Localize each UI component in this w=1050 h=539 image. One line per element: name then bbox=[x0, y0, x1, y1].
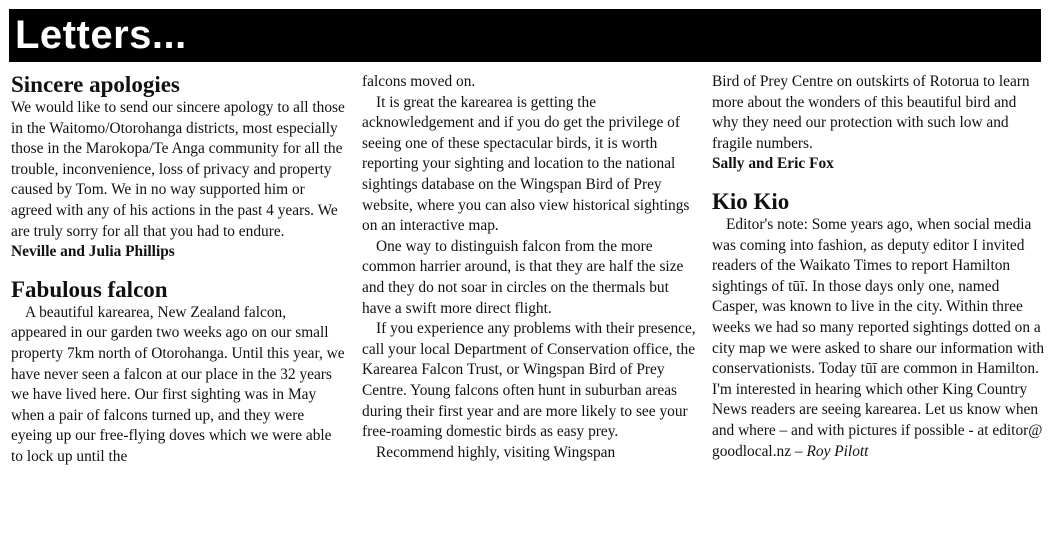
column-3 bbox=[712, 72, 1046, 462]
letter-paragraph: It is great the karearea is getting the acknowledgement and if you do get the privilege of seeing one of these spectacular birds, it is worth reporting your sighting and location to the national sightings database on the Wingspan Bird of Prey website, where you can also view historical sightings on an interactive map. bbox=[362, 93, 690, 235]
letter-paragraph: We would like to send our sincere apology to all those in the Waitomo/Otorohanga districts, most especially those in the Marokopa/Te Anga community for all the trouble, inconvenience, loss of privacy and property caused by Tom. We in no way supported him or agreed with any of his actions in the past 4 years. We are truly sorry for all that you had to endure. bbox=[11, 99, 345, 240]
column-1 bbox=[11, 72, 345, 468]
letters-banner bbox=[9, 9, 1041, 62]
letter-paragraph: falcons moved on. bbox=[362, 73, 476, 90]
editor-note-text: Editor's note: Some years ago, when social media was coming into fashion, as deputy editor I invited readers of the Waikato Times to report Hamilton sightings of tūī. In those days only one, named Casper, was known to live in the city. Within three weeks we had so many reported sightings dotted on a city map we were asked to share our information with conservationists. Today tūī are common in Hamilton. I'm interested in hearing which other King Country News readers are seeing karearea. Let us know when and where – and with pictures if possible - at editor@ goodlocal.nz – bbox=[712, 215, 1045, 460]
editor-byline: Roy Pilott bbox=[806, 442, 869, 460]
letter-paragraph: Recommend highly, visiting Wingspan bbox=[376, 443, 616, 461]
page-title: Letters... bbox=[15, 13, 187, 57]
letter-heading-fabulous-falcon: Fabulous falcon bbox=[11, 276, 168, 302]
letter-paragraph: If you experience any problems with their presence, call your local Department of Conservation office, the Karearea Falcon Trust, or Wingspan Bird of Prey Centre. Young falcons often hunt in suburban areas during their first year and are more likely to see your free-roaming domestic birds as easy prey. bbox=[362, 320, 696, 441]
editor-note-paragraph bbox=[712, 215, 1046, 462]
letter-heading-kio-kio: Kio Kio bbox=[712, 188, 790, 214]
letter-signature: Sally and Eric Fox bbox=[712, 155, 834, 173]
letter-paragraph: Bird of Prey Centre on outskirts of Rotorua to learn more about the wonders of this beautiful bird and why they need our protection with such low and fragile numbers. bbox=[712, 73, 1030, 152]
letter-signature: Neville and Julia Phillips bbox=[11, 243, 175, 261]
letter-heading-sincere-apologies: Sincere apologies bbox=[11, 72, 180, 97]
letter-paragraph: A beautiful karearea, New Zealand falcon, appeared in our garden two weeks ago on our small property 7km north of Otorohanga. Until this year, we have never seen a falcon at our place in the 32 years we have lived here. Our first sighting was in May when a pair of falcons turned up, and they were eyeing up our free-flying doves which we were able to lock up until the bbox=[11, 303, 345, 465]
column-2 bbox=[362, 72, 698, 463]
letter-paragraph: One way to distinguish falcon from the more common harrier around, is that they are half the size and they do not soar in circles on the thermals but have a swift more direct flight. bbox=[362, 237, 684, 317]
